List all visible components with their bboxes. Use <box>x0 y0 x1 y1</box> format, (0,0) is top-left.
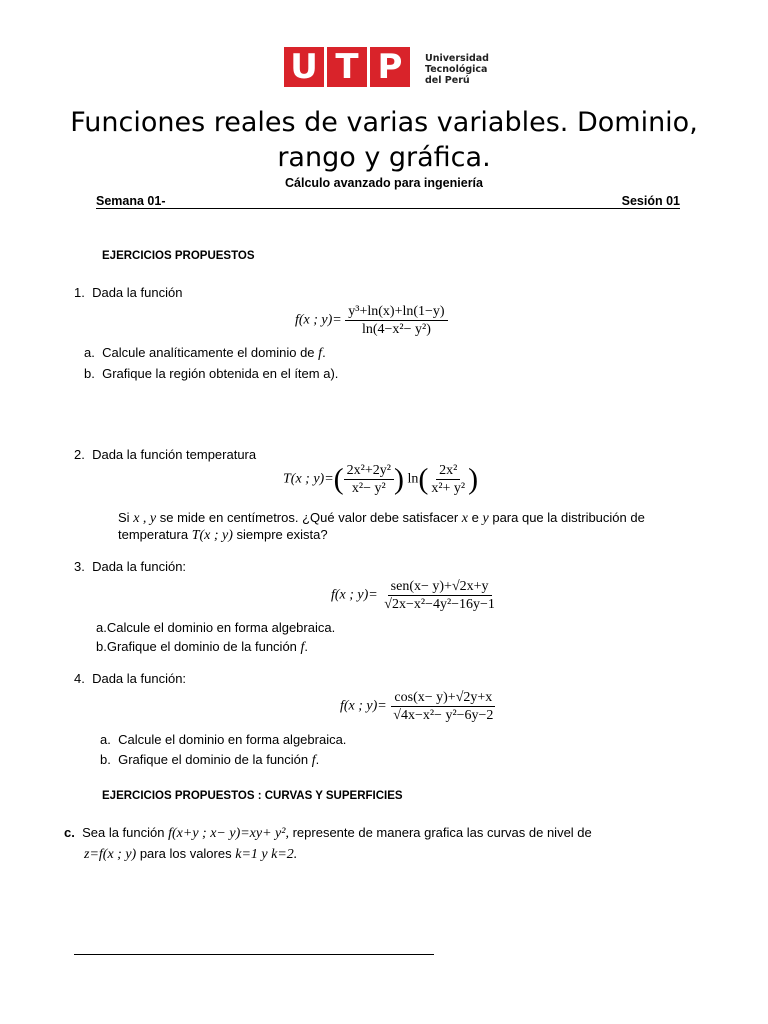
item-label: a. <box>100 732 111 747</box>
exercise-3-formula <box>331 578 498 613</box>
item-label: b. <box>84 366 95 381</box>
text-fragment: e <box>471 510 479 525</box>
page-title-line1: Funciones reales de varias variables. Dominio, <box>70 107 698 138</box>
formula-denominator: x²− y² <box>351 481 386 496</box>
footer-rule <box>74 954 434 955</box>
page-title-line2: rango y gráfica. <box>277 142 491 173</box>
formula-numerator: cos(x− y)+√2y+x <box>391 689 495 707</box>
item-var: f <box>318 346 323 361</box>
formula-fraction <box>345 303 447 338</box>
formula-denominator: x²+ y² <box>431 481 466 496</box>
item-label: b. <box>96 639 107 654</box>
logo-letter-t: T <box>327 47 367 87</box>
text-fragment: represente de manera grafica las curvas de nivel de <box>292 825 592 840</box>
item-end: . <box>322 345 326 360</box>
exercise-number: 2. <box>74 447 85 462</box>
item-text: Grafique la región obtenida en el ítem a). <box>102 366 339 381</box>
exercise-number: 4. <box>74 671 85 686</box>
right-paren: ) <box>468 462 479 496</box>
exercise-number: 3. <box>74 559 85 574</box>
section-heading: EJERCICIOS PROPUESTOS : CURVAS Y SUPERFICIES <box>102 790 403 802</box>
formula-numerator: y³+ln(x)+ln(1−y) <box>345 303 447 321</box>
exercise-2-intro <box>74 447 256 463</box>
exercise-4-item-a <box>100 732 346 748</box>
exercise-number: 1. <box>74 285 85 300</box>
week-label: Semana 01- <box>96 194 166 208</box>
item-label: a. <box>96 620 107 635</box>
text-fragment: para que la distribución de <box>492 510 645 525</box>
formula-numerator: 2x²+2y² <box>344 462 394 480</box>
math-expr: z=f(x ; y) <box>84 847 137 862</box>
formula-lhs: f(x ; y)= <box>331 587 378 603</box>
left-paren: ( <box>418 462 429 496</box>
math-expr: f(x+y ; x− y)=xy+ y², <box>168 826 289 841</box>
exercise-2-text <box>118 510 708 527</box>
item-text: Grafique el dominio de la función <box>118 752 309 767</box>
item-var: f <box>300 640 305 655</box>
math-expr: k=1 y k=2. <box>235 847 298 862</box>
exercise-3-item-a <box>96 620 335 636</box>
item-var: f <box>311 753 316 768</box>
exercise-c-line1 <box>64 825 724 842</box>
exercise-intro-text: Dada la función: <box>92 671 187 686</box>
math-vars: x , y <box>133 511 157 526</box>
exercise-2-formula <box>283 462 478 497</box>
math-var-t: T(x ; y) <box>191 528 233 543</box>
exercise-4-formula <box>340 689 496 724</box>
formula-denominator: √2x−x²−4y²−16y−1 <box>384 597 495 612</box>
text-fragment: se mide en centímetros. ¿Qué valor debe satisfacer <box>159 510 459 525</box>
university-line: Universidad <box>425 53 489 64</box>
text-fragment: Sea la función <box>82 825 165 840</box>
exercise-1-item-b <box>84 366 338 382</box>
item-label: a. <box>84 345 95 360</box>
item-label: b. <box>100 752 111 767</box>
formula-fraction <box>381 578 498 613</box>
formula-lhs: f(x ; y)= <box>340 698 387 714</box>
logo-letter-p: P <box>370 47 410 87</box>
formula-lhs: f(x ; y)= <box>295 312 342 328</box>
item-end: . <box>315 752 320 767</box>
exercise-1-intro <box>74 285 182 301</box>
item-text: Calcule el dominio en forma algebraica. <box>118 732 347 747</box>
exercise-intro-text: Dada la función: <box>92 559 187 574</box>
formula-denominator: ln(4−x²− y²) <box>361 322 431 337</box>
item-text: Calcule analíticamente el dominio de <box>102 345 315 360</box>
week-session-line <box>96 194 680 209</box>
math-var-y: y <box>482 511 489 526</box>
text-fragment: siempre exista? <box>236 527 328 542</box>
section-heading: EJERCICIOS PROPUESTOS <box>102 250 255 262</box>
exercise-1-item-a <box>84 345 326 362</box>
exercise-intro-text: Dada la función temperatura <box>92 447 257 462</box>
formula-denominator: √4x−x²− y²−6y−2 <box>393 708 494 723</box>
university-line: del Perú <box>425 75 470 86</box>
exercise-label: c. <box>64 825 75 840</box>
item-text: Calcule el dominio en forma algebraica. <box>106 620 336 635</box>
formula-lhs: T(x ; y)= <box>283 471 334 487</box>
exercise-intro-text: Dada la función <box>92 285 183 300</box>
formula-fraction <box>390 689 496 724</box>
exercise-c-line2 <box>84 846 297 863</box>
page-subtitle: Cálculo avanzado para ingeniería <box>285 176 483 190</box>
session-label: Sesión 01 <box>621 194 680 208</box>
left-paren: ( <box>333 462 344 496</box>
math-var-x: x <box>461 511 469 526</box>
exercise-3-intro <box>74 559 186 575</box>
ln-operator: ln <box>407 471 419 487</box>
exercise-1-formula <box>295 303 448 338</box>
formula-numerator: sen(x− y)+√2x+y <box>388 578 492 596</box>
right-paren: ) <box>393 462 404 496</box>
item-end: . <box>304 639 309 654</box>
logo-letter-u: U <box>284 47 324 87</box>
text-fragment: para los valores <box>139 846 232 861</box>
exercise-4-intro <box>74 671 186 687</box>
exercise-3-item-b <box>96 639 308 656</box>
item-text: Grafique el dominio de la función <box>106 639 297 654</box>
text-fragment: temperatura <box>118 527 189 542</box>
text-fragment: Si <box>118 510 130 525</box>
formula-fraction-1 <box>344 462 394 497</box>
formula-numerator: 2x² <box>436 462 460 480</box>
university-line: Tecnológica <box>425 64 488 75</box>
university-name <box>425 53 489 86</box>
exercise-4-item-b <box>100 752 319 769</box>
exercise-2-text-line2 <box>118 527 328 544</box>
formula-fraction-2 <box>428 462 468 497</box>
